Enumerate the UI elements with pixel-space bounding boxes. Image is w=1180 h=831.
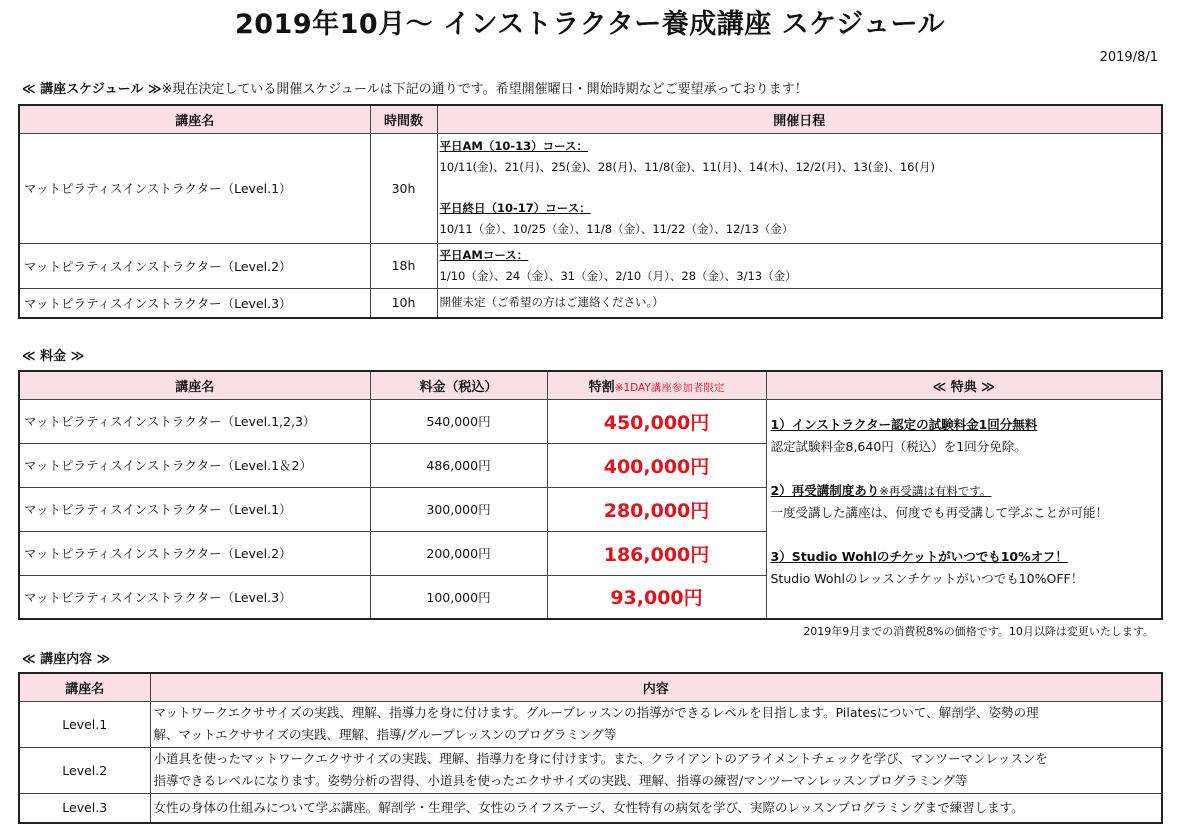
fee-course-name: マットピラティスインストラクター（Level.3） <box>19 575 370 619</box>
col-header-dates: 開催日程 <box>437 105 1162 133</box>
fee-price: 100,000円 <box>370 575 547 619</box>
course-name: マットピラティスインストラクター（Level.3） <box>19 288 370 318</box>
perk-heading-sub: ※再受講は有料です。 <box>879 483 992 498</box>
content-line: 女性の身体の仕組みについて学ぶ講座。解剖学・生理学、女性のライフステージ、女性特有の病気を学び、実際のレッスンプログラミングまで練習します。 <box>153 799 1024 815</box>
content-section-label: ≪ 講座内容 ≫ <box>22 652 111 667</box>
table-row <box>19 288 1162 318</box>
content-line: マットワークエクササイズの実践、理解、指導力を身に付けます。グループレッスンの指導ができるレベルを目指します。Pilatesについて、解剖学、姿勢の理 <box>153 705 1039 720</box>
fee-special-price: 93,000円 <box>547 575 766 619</box>
fee-course-name: マットピラティスインストラクター（Level.2） <box>19 531 370 575</box>
col-header-content: 内容 <box>150 673 1162 701</box>
fee-price: 200,000円 <box>370 531 547 575</box>
course-title: 平日終日（10-17）コース： <box>439 201 591 215</box>
fee-special-price: 400,000円 <box>547 443 766 487</box>
course-hours: 10h <box>370 288 437 318</box>
issue-date: 2019/8/1 <box>1099 50 1158 65</box>
fees-table <box>18 370 1163 620</box>
table-row <box>19 243 1162 288</box>
perk-item <box>771 480 1158 524</box>
perk-text: 認定試験料金8,640円（税込）を1回分免除。 <box>770 438 1027 454</box>
special-header-note: ※1DAY講座参加者限定 <box>614 381 725 394</box>
schedule-label: ≪ 講座スケジュール ≫ <box>22 82 162 97</box>
schedule-table <box>18 104 1163 319</box>
content-table <box>18 672 1163 824</box>
perk-item <box>771 546 1158 590</box>
course-date-list: 10/11（金）、10/25（金）、11/8（金）、11/22（金）、12/13（金） <box>439 222 794 236</box>
col-header-course: 講座名 <box>19 371 370 399</box>
course-dates <box>437 133 1162 243</box>
content-level: Level.2 <box>19 747 150 793</box>
table-row <box>19 793 1162 823</box>
fee-price: 300,000円 <box>370 487 547 531</box>
col-header-perks: ≪ 特典 ≫ <box>766 371 1162 399</box>
course-date-list: 1/10（金）、24（金）、31（金）、2/10（月）、28（金）、3/13（金） <box>439 268 797 283</box>
perk-heading <box>771 483 992 498</box>
perk-heading: 1）インストラクター認定の試験料金1回分無料 <box>770 416 1038 432</box>
content-description <box>150 793 1162 823</box>
perk-item <box>771 414 1158 458</box>
course-date-list: 10/11(金)、21(月)、25(金)、28(月)、11/8(金)、11(月)、14(木)、12/2(月)、13(金)、16(月) <box>439 160 935 174</box>
course-name: マットピラティスインストラクター（Level.2） <box>19 243 370 288</box>
course-title: 平日AMコース： <box>439 247 529 262</box>
fee-price: 486,000円 <box>370 443 547 487</box>
course-dates: 開催未定（ご希望の方はご連絡ください。） <box>437 288 1162 318</box>
table-row <box>19 747 1162 793</box>
col-header-hours: 時間数 <box>370 105 437 133</box>
content-description <box>150 747 1162 793</box>
perks-cell <box>766 399 1162 619</box>
course-hours: 18h <box>370 243 437 288</box>
col-header-price: 料金（税込） <box>370 371 547 399</box>
course-name: マットピラティスインストラクター（Level.1） <box>19 133 370 243</box>
fee-course-name: マットピラティスインストラクター（Level.1） <box>19 487 370 531</box>
course-dates <box>437 243 1162 288</box>
table-row <box>19 399 1162 443</box>
special-header-label: 特割 <box>588 379 615 395</box>
fees-section-label: ≪ 料金 ≫ <box>22 349 85 364</box>
content-line: 小道具を使ったマットワークエクササイズの実践、理解、指導力を身に付けます。また、クライアントのアライメントチェックを学び、マンツーマンレッスンを <box>153 751 1048 766</box>
table-row <box>19 133 1162 243</box>
fee-special-price: 280,000円 <box>547 487 766 531</box>
perk-text: Studio Wohlのレッスンチケットがいつでも10%OFF！ <box>770 570 1084 586</box>
fee-course-name: マットピラティスインストラクター（Level.1＆2） <box>19 443 370 487</box>
course-hours: 30h <box>370 133 437 243</box>
fee-price: 540,000円 <box>370 399 547 443</box>
perk-heading: 3）Studio Wohlのチケットがいつでも10%オフ！ <box>770 548 1068 564</box>
col-header-level: 講座名 <box>19 673 150 701</box>
content-line: 解、マットエクササイズの実践、理解、指導/グループレッスンのプログラミング等 <box>153 727 617 742</box>
col-header-course: 講座名 <box>19 105 370 133</box>
course-title: 平日AM（10-13）コース： <box>439 139 589 153</box>
fee-course-name: マットピラティスインストラクター（Level.1,2,3） <box>19 399 370 443</box>
table-row <box>19 701 1162 747</box>
perk-heading-label: 2）再受講制度あり <box>770 482 880 498</box>
fee-special-price: 186,000円 <box>547 531 766 575</box>
content-level: Level.1 <box>19 701 150 747</box>
fee-special-price: 450,000円 <box>547 399 766 443</box>
content-line: 指導できるレベルになります。姿勢分析の習得、小道具を使ったエクササイズの実践、理解、指導の練習/マンツーマンレッスンプログラミング等 <box>153 773 968 788</box>
page-title: 2019年10月～ インストラクター養成講座 スケジュール <box>234 9 946 40</box>
col-header-special <box>547 371 766 399</box>
perk-text: 一度受講した講座は、何度でも再受講して学ぶことが可能！ <box>770 504 1109 520</box>
schedule-note: ※現在決定している開催スケジュールは下記の通りです。希望開催曜日・開始時期などご要望承っております！ <box>161 82 808 97</box>
schedule-section-label <box>22 78 808 97</box>
content-level: Level.3 <box>19 793 150 823</box>
tax-note: 2019年9月までの消費税8%の価格です。10月以降は変更いたします。 <box>803 625 1154 638</box>
content-description <box>150 701 1162 747</box>
